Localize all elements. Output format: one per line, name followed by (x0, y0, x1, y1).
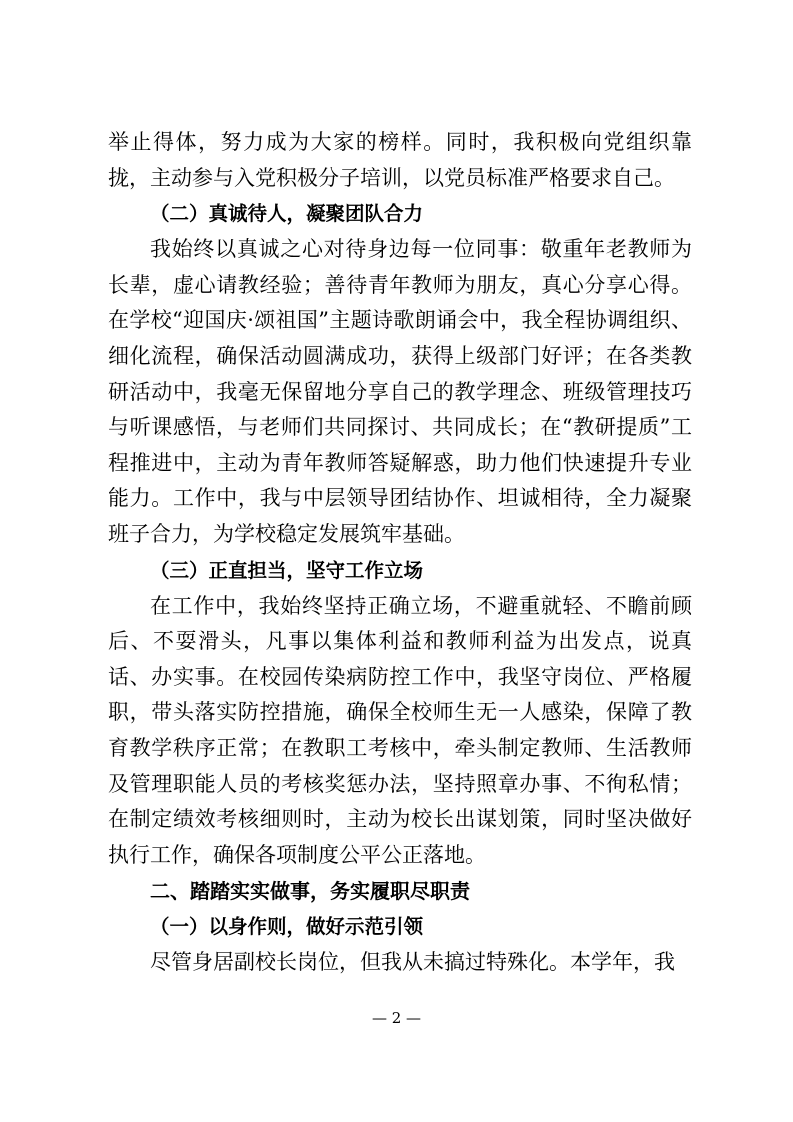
body-paragraph: 尽管身居副校长岗位，但我从未搞过特殊化。本学年，我 (150, 950, 675, 975)
section-heading: （三）正直担当，坚守工作立场 (150, 558, 424, 582)
page-number: — 2 — (371, 1009, 422, 1027)
body-paragraph: 我始终以真诚之心对待身边每一位同事：敬重年老教师为长辈，虚心请教经验；善待青年教师为朋友，真心分享心得。在学校“迎国庆·颂祖国”主题诗歌朗诵会中，我全程协调组织、细化流程，确保活动圆满成功，获得上级部门好评；在各类教研活动中，我毫无保留地分享自己的教学理念、班级管理技巧与听课感悟，与老师们共同探讨、共同成长；在“教研提质”工程推进中，主动为青年教师答疑解惑，助力他们快速提升专业能力。工作中，我与中层领导团结协作、坦诚相待，全力凝聚班子合力，为学校稳定发展筑牢基础。 (108, 237, 692, 546)
body-paragraph: 举止得体，努力成为大家的榜样。同时，我积极向党组织靠拢，主动参与入党积极分子培训，以党员标准严格要求自己。 (108, 130, 692, 190)
section-heading: （一）以身作则，做好示范引领 (150, 915, 424, 939)
body-paragraph: 在工作中，我始终坚持正确立场，不避重就轻、不瞻前顾后、不耍滑头，凡事以集体利益和教师利益为出发点，说真话、办实事。在校园传染病防控工作中，我坚守岗位、严格履职，带头落实防控措施，确保全校师生无一人感染，保障了教育教学秩序正常；在教职工考核中，牵头制定教师、生活教师及管理职能人员的考核奖惩办法，坚持照章办事、不徇私情；在制定绩效考核细则时，主动为校长出谋划策，同时坚决做好执行工作，确保各项制度公平公正落地。 (108, 593, 692, 867)
chapter-heading: 二、踏踏实实做事，务实履职尽职责 (150, 879, 470, 904)
section-heading: （二）真诚待人，凝聚团队合力 (150, 202, 424, 226)
page-content (108, 125, 692, 981)
